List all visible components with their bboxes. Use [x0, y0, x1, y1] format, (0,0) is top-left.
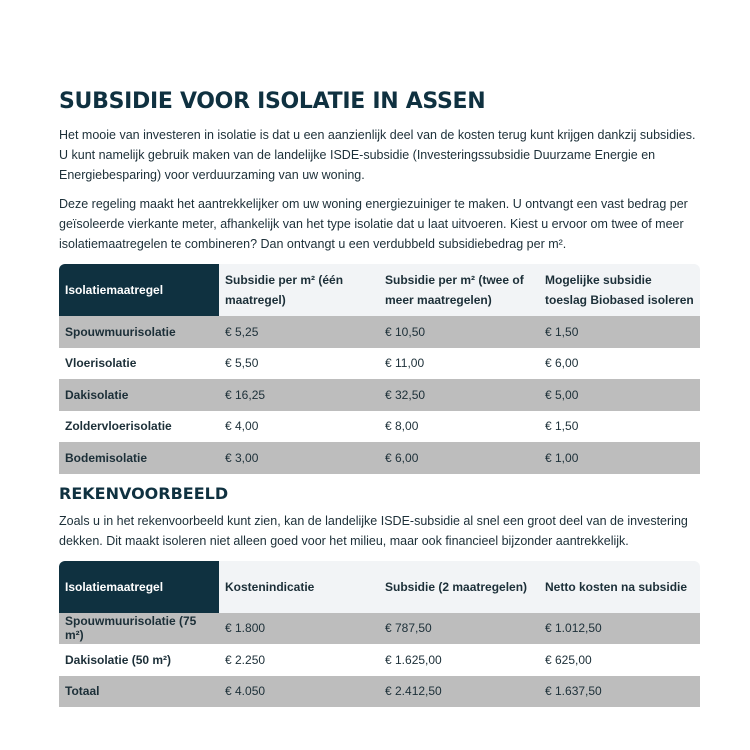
table-cell: Dakisolatie — [59, 379, 219, 411]
subsidy-header-multiple: Subsidie per m² (twee of meer maatregelen) — [379, 264, 539, 316]
table-cell: Dakisolatie (50 m²) — [59, 644, 219, 676]
table-cell: Bodemisolatie — [59, 442, 219, 474]
table-cell: € 1.625,00 — [379, 644, 539, 676]
table-cell: Spouwmuurisolatie (75 m²) — [59, 613, 219, 645]
table-cell: € 6,00 — [379, 442, 539, 474]
table-cell: € 5,00 — [539, 379, 700, 411]
table-cell: € 16,25 — [219, 379, 379, 411]
subsidy-header-measure: Isolatiemaatregel — [59, 264, 219, 316]
table-cell: € 1,50 — [539, 316, 700, 348]
table-cell: € 32,50 — [379, 379, 539, 411]
table-cell: € 8,00 — [379, 411, 539, 443]
table-row — [59, 644, 700, 676]
subsidy-table — [59, 264, 700, 474]
example-heading: REKENVOORBEELD — [59, 483, 229, 503]
table-row — [59, 411, 700, 443]
example-table — [59, 561, 700, 708]
example-header-net: Netto kosten na subsidie — [539, 561, 700, 613]
table-cell: € 787,50 — [379, 613, 539, 645]
table-cell: Vloerisolatie — [59, 348, 219, 380]
table-cell: € 5,50 — [219, 348, 379, 380]
example-header-subsidy: Subsidie (2 maatregelen) — [379, 561, 539, 613]
table-cell: € 6,00 — [539, 348, 700, 380]
page-title: SUBSIDIE VOOR ISOLATIE IN ASSEN — [59, 89, 486, 114]
example-paragraph: Zoals u in het rekenvoorbeeld kunt zien, kan de landelijke ISDE-subsidie al snel een groot deel van de investering dekken. Dit maakt isoleren niet alleen goed voor het milieu, maar ook financieel bijzonder aantrekkelijk. — [59, 513, 688, 548]
table-cell: € 1.637,50 — [539, 676, 700, 708]
table-cell: € 1,50 — [539, 411, 700, 443]
table-cell: Spouwmuurisolatie — [59, 316, 219, 348]
example-header-cost: Kostenindicatie — [219, 561, 379, 613]
table-cell: Zoldervloerisolatie — [59, 411, 219, 443]
table-cell: € 4.050 — [219, 676, 379, 708]
table-row — [59, 379, 700, 411]
table-cell: € 1.012,50 — [539, 613, 700, 645]
table-cell: € 10,50 — [379, 316, 539, 348]
table-cell: € 1.800 — [219, 613, 379, 645]
table-cell: € 2.412,50 — [379, 676, 539, 708]
table-cell: € 5,25 — [219, 316, 379, 348]
subsidy-table-header-row — [59, 264, 700, 316]
example-header-measure: Isolatiemaatregel — [59, 561, 219, 613]
table-cell: € 1,00 — [539, 442, 700, 474]
table-cell: € 11,00 — [379, 348, 539, 380]
table-cell: € 2.250 — [219, 644, 379, 676]
page-viewport — [0, 68, 750, 699]
table-row-total — [59, 676, 700, 708]
table-cell: € 625,00 — [539, 644, 700, 676]
table-row — [59, 316, 700, 348]
table-cell: Totaal — [59, 676, 219, 708]
article-content — [59, 88, 700, 707]
table-cell: € 3,00 — [219, 442, 379, 474]
table-row — [59, 613, 700, 645]
table-row — [59, 348, 700, 380]
example-table-header-row — [59, 561, 700, 613]
subsidy-header-single: Subsidie per m² (één maatregel) — [219, 264, 379, 316]
subsidy-header-biobased: Mogelijke subsidie toeslag Biobased isoleren — [539, 264, 700, 316]
table-row — [59, 442, 700, 474]
intro-paragraph-1: Het mooie van investeren in isolatie is dat u een aanzienlijk deel van de kosten terug kunt krijgen dankzij subsidies. U kunt namelijk gebruik maken van de landelijke ISDE-subsidie (Investeringssubsidie Duurzame Energie en Energiebesparing) voor verduurzaming van uw woning. — [59, 128, 696, 182]
intro-paragraph-2: Deze regeling maakt het aantrekkelijker om uw woning energiezuiniger te maken. U ontvangt een vast bedrag per geïsoleerde vierkante meter, afhankelijk van het type isolatie dat u laat uitvoeren. Kiest u ervoor om twee of meer isolatiemaatregelen te combineren? Dan ontvangt u een verdubbeld subsidiebedrag per m². — [59, 197, 688, 251]
table-cell: € 4,00 — [219, 411, 379, 443]
